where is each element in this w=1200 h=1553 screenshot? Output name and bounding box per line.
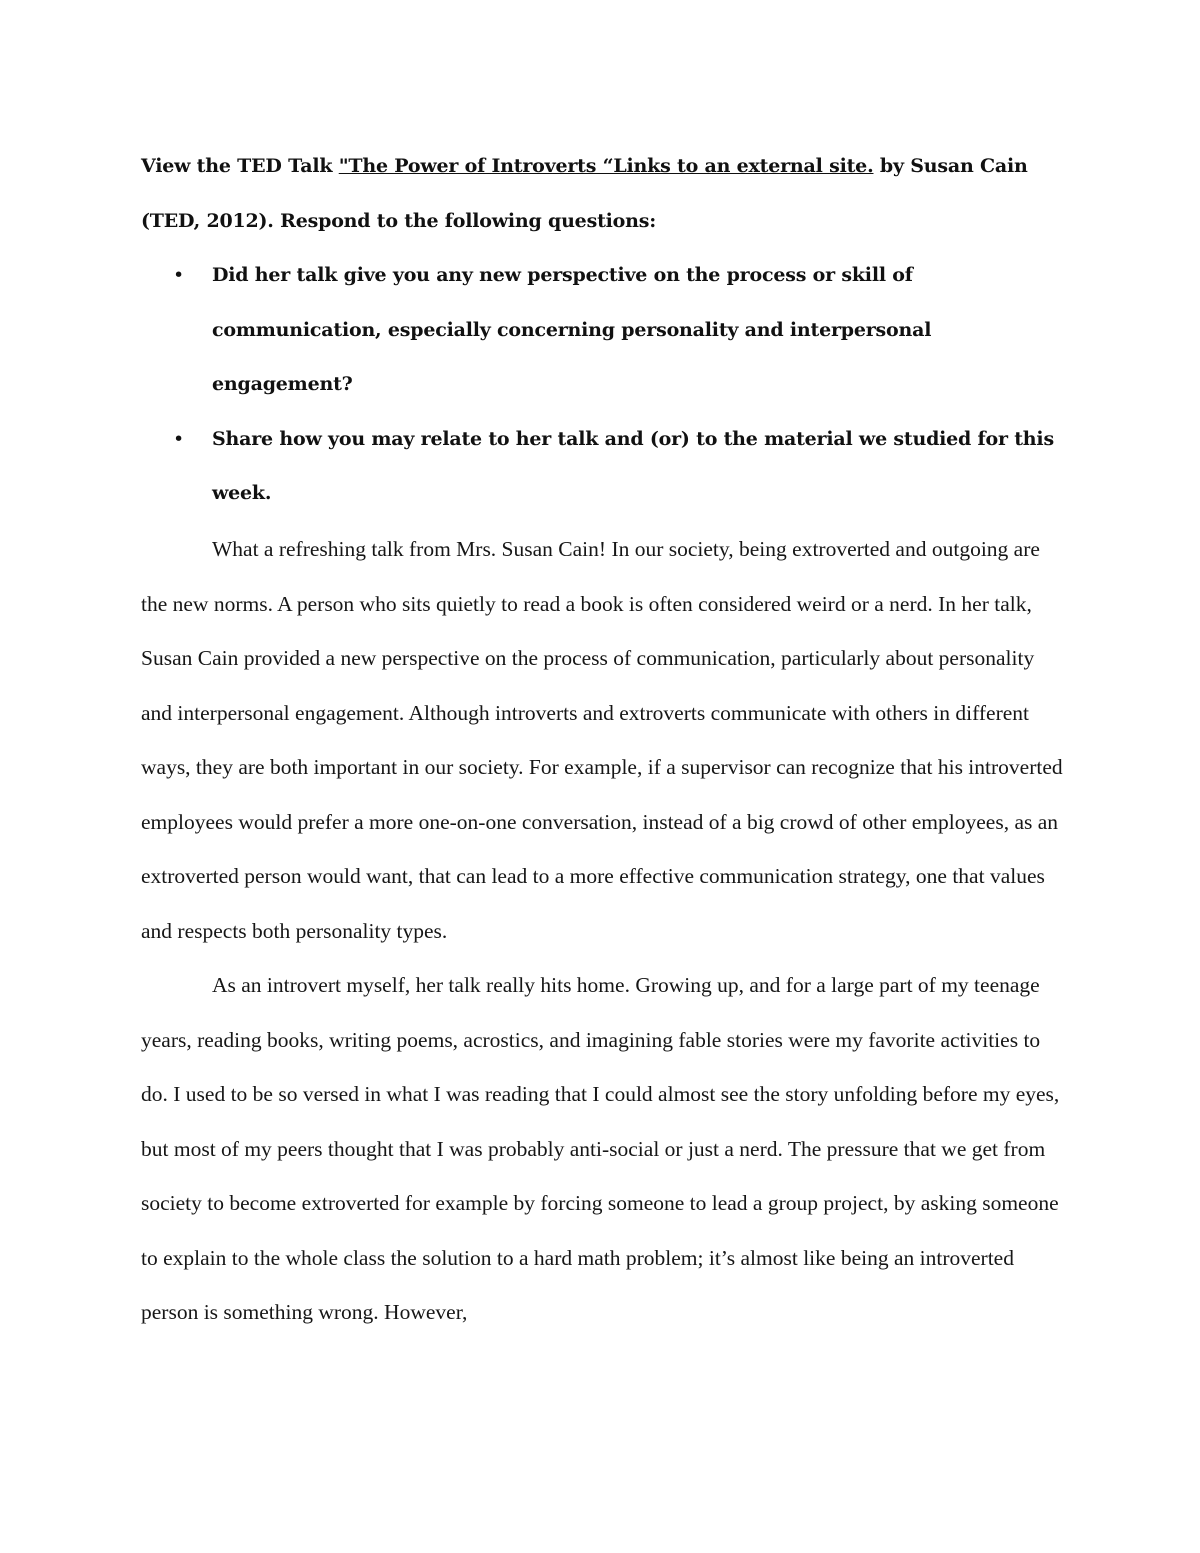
assignment-prompt xyxy=(141,139,1071,521)
bullet-icon: • xyxy=(173,264,185,286)
bullet-icon: • xyxy=(173,427,185,450)
response-body xyxy=(141,522,1066,1340)
ted-talk-link[interactable]: "The Power of Introverts “Links to an external site. xyxy=(338,155,874,177)
prompt-intro-end: by Susan Cain (TED, 2012). Respond to the following questions: xyxy=(141,155,1028,232)
question-text: Did her talk give you any new perspective on the process or skill of communication, especially concerning personality and interpersonal engagement? xyxy=(212,264,932,395)
prompt-intro xyxy=(141,139,1071,248)
question-list xyxy=(141,248,1071,521)
question-item xyxy=(141,412,1071,521)
prompt-intro-start: View the TED Talk xyxy=(141,155,339,177)
response-paragraph: What a refreshing talk from Mrs. Susan Cain! In our society, being extroverted and outgoing are the new norms. A person who sits quietly to read a book is often considered weird or a nerd. In her talk, Susan Cain provided a new perspective on the process of communication, particularly about personality and interpersonal engagement. Although introverts and extroverts communicate with others in different ways, they are both important in our society. For example, if a supervisor can recognize that his introverted employees would prefer a more one-on-one conversation, instead of a big crowd of other employees, as an extroverted person would want, that can lead to a more effective communication strategy, one that values and respects both personality types. xyxy=(141,537,1063,943)
response-paragraph: As an introvert myself, her talk really hits home. Growing up, and for a large part of my teenage years, reading books, writing poems, acrostics, and imagining fable stories were my favorite activities to do. I used to be so versed in what I was reading that I could almost see the story unfolding before my eyes, but most of my peers thought that I was probably anti-social or just a nerd. The pressure that we get from society to become extroverted for example by forcing someone to lead a group project, by asking someone to explain to the whole class the solution to a hard math problem; it’s almost like being an introverted person is something wrong. However, xyxy=(141,973,1060,1324)
question-item xyxy=(141,248,1071,412)
question-text: Share how you may relate to her talk and (or) to the material we studied for this week. xyxy=(212,427,1054,504)
